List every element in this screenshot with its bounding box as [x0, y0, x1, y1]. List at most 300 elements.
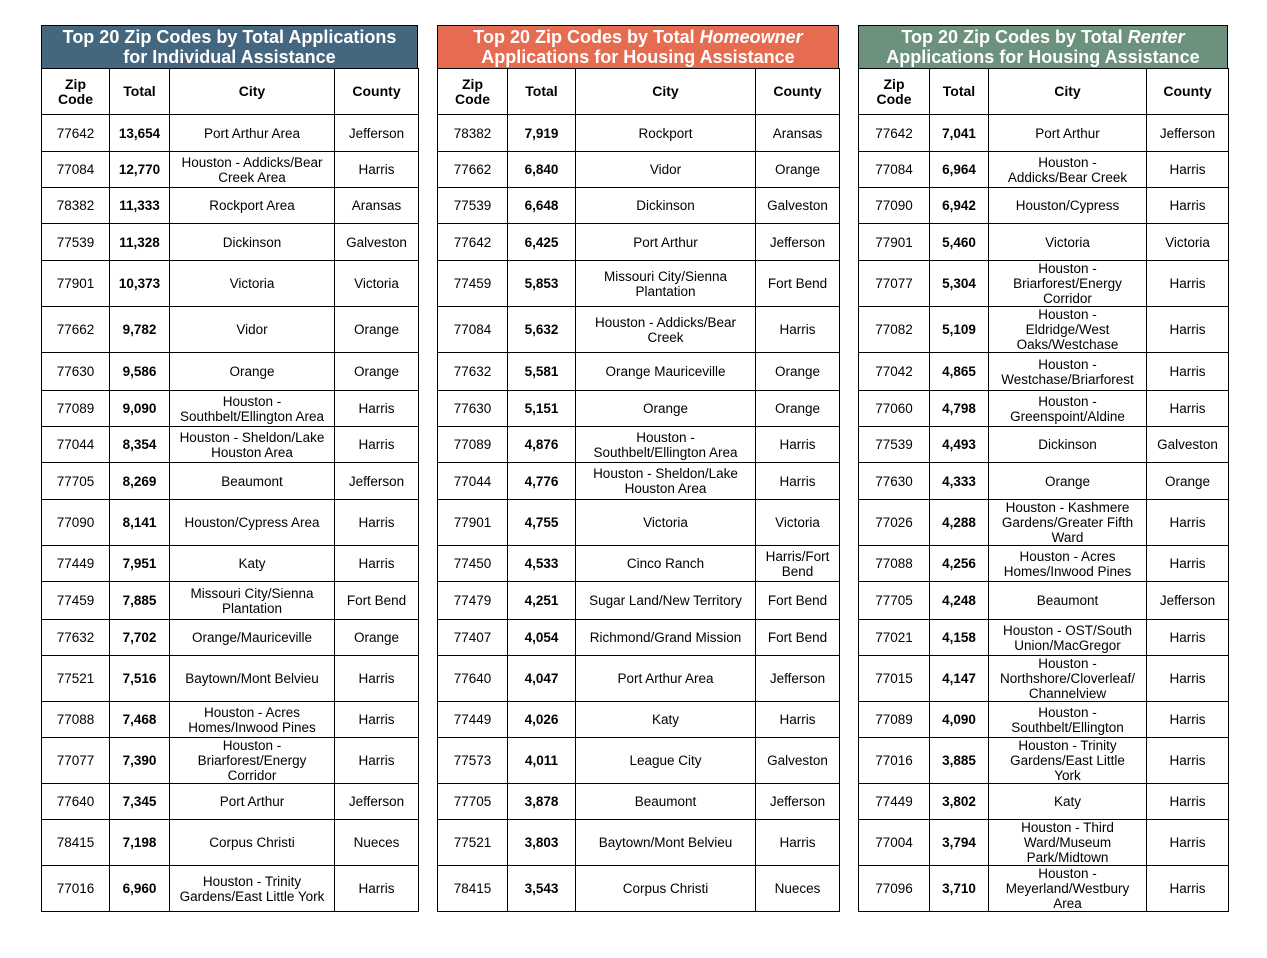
cell-county: Harris — [1147, 784, 1229, 820]
table-row — [42, 353, 419, 391]
cell-zip: 77705 — [859, 582, 930, 620]
cell-county: Victoria — [756, 500, 840, 546]
cell-county: Harris — [1147, 620, 1229, 656]
cell-zip: 77901 — [42, 261, 110, 307]
cell-total: 4,288 — [930, 500, 989, 546]
cell-total: 7,919 — [508, 115, 576, 152]
cell-zip: 77077 — [859, 261, 930, 307]
cell-total: 4,865 — [930, 353, 989, 391]
cell-county: Galveston — [1147, 427, 1229, 463]
cell-city: Houston - Southbelt/Ellington Area — [170, 391, 335, 427]
column-header-city: City — [170, 69, 335, 115]
cell-city: Beaumont — [576, 784, 756, 820]
title-line-2: for Individual Assistance — [123, 47, 336, 67]
table-row — [42, 702, 419, 738]
cell-total: 10,373 — [110, 261, 170, 307]
cell-county: Orange — [756, 391, 840, 427]
cell-total: 4,147 — [930, 656, 989, 702]
table-row — [859, 620, 1229, 656]
cell-total: 13,654 — [110, 115, 170, 152]
table-row — [42, 620, 419, 656]
cell-county: Harris — [1147, 546, 1229, 582]
table-row — [438, 391, 840, 427]
cell-zip: 77084 — [42, 152, 110, 188]
table-individual-assistance — [41, 25, 418, 912]
cell-zip: 77089 — [42, 391, 110, 427]
table-row — [859, 307, 1229, 353]
column-header-zip: Zip Code — [859, 69, 930, 115]
table-row — [859, 656, 1229, 702]
cell-county: Nueces — [756, 866, 840, 912]
cell-city: Vidor — [576, 152, 756, 188]
table-row — [438, 152, 840, 188]
table-row — [438, 702, 840, 738]
cell-total: 5,151 — [508, 391, 576, 427]
cell-county: Harris — [1147, 500, 1229, 546]
table-row — [859, 820, 1229, 866]
column-header-zip: Zip Code — [42, 69, 110, 115]
cell-total: 3,803 — [508, 820, 576, 866]
cell-total: 4,256 — [930, 546, 989, 582]
cell-zip: 77016 — [859, 738, 930, 784]
cell-city: Katy — [989, 784, 1147, 820]
table-row — [438, 738, 840, 784]
cell-city: Port Arthur — [170, 784, 335, 820]
cell-county: Galveston — [756, 188, 840, 224]
cell-zip: 77004 — [859, 820, 930, 866]
data-table — [41, 68, 419, 912]
cell-total: 8,269 — [110, 463, 170, 500]
header-row — [438, 69, 840, 115]
cell-zip: 77630 — [438, 391, 508, 427]
cell-city: Houston - Westchase/Briarforest — [989, 353, 1147, 391]
cell-city: Baytown/Mont Belvieu — [576, 820, 756, 866]
cell-county: Fort Bend — [756, 582, 840, 620]
cell-zip: 77077 — [42, 738, 110, 784]
cell-total: 4,026 — [508, 702, 576, 738]
cell-zip: 77021 — [859, 620, 930, 656]
cell-total: 8,141 — [110, 500, 170, 546]
cell-city: Cinco Ranch — [576, 546, 756, 582]
cell-county: Harris — [1147, 702, 1229, 738]
cell-city: Houston - Trinity Gardens/East Little York — [170, 866, 335, 912]
cell-total: 7,198 — [110, 820, 170, 866]
cell-city: Katy — [576, 702, 756, 738]
cell-county: Harris — [335, 738, 419, 784]
table-homeowner-housing — [437, 25, 839, 912]
table-row — [42, 463, 419, 500]
cell-county: Aransas — [756, 115, 840, 152]
cell-county: Harris — [335, 656, 419, 702]
cell-zip: 77521 — [438, 820, 508, 866]
title-line-1: Top 20 Zip Codes by Total Renter — [901, 27, 1185, 47]
cell-city: Houston - Addicks/Bear Creek Area — [170, 152, 335, 188]
cell-city: Houston - Sheldon/Lake Houston Area — [170, 427, 335, 463]
cell-total: 3,543 — [508, 866, 576, 912]
column-header-city: City — [989, 69, 1147, 115]
header-row — [42, 69, 419, 115]
cell-zip: 77459 — [42, 582, 110, 620]
cell-zip: 77084 — [859, 152, 930, 188]
table-row — [42, 656, 419, 702]
table-row — [42, 427, 419, 463]
cell-zip: 77662 — [438, 152, 508, 188]
cell-county: Victoria — [1147, 224, 1229, 261]
cell-zip: 77479 — [438, 582, 508, 620]
table-row — [42, 820, 419, 866]
table-row — [438, 307, 840, 353]
cell-total: 4,333 — [930, 463, 989, 500]
cell-city: Houston/Cypress — [989, 188, 1147, 224]
cell-zip: 77015 — [859, 656, 930, 702]
cell-zip: 77449 — [438, 702, 508, 738]
cell-zip: 77096 — [859, 866, 930, 912]
cell-total: 4,776 — [508, 463, 576, 500]
cell-zip: 77539 — [859, 427, 930, 463]
cell-county: Harris — [1147, 391, 1229, 427]
cell-total: 6,425 — [508, 224, 576, 261]
cell-city: Orange/Mauriceville — [170, 620, 335, 656]
cell-total: 4,054 — [508, 620, 576, 656]
cell-county: Fort Bend — [756, 261, 840, 307]
table-row — [42, 582, 419, 620]
cell-city: Houston - Addicks/Bear Creek — [989, 152, 1147, 188]
cell-total: 4,047 — [508, 656, 576, 702]
table-row — [42, 224, 419, 261]
cell-city: Houston - Eldridge/West Oaks/Westchase — [989, 307, 1147, 353]
cell-total: 3,802 — [930, 784, 989, 820]
cell-zip: 78382 — [438, 115, 508, 152]
cell-county: Jefferson — [335, 463, 419, 500]
table-row — [859, 188, 1229, 224]
cell-total: 7,951 — [110, 546, 170, 582]
cell-total: 4,251 — [508, 582, 576, 620]
cell-city: Vidor — [170, 307, 335, 353]
cell-county: Harris — [1147, 261, 1229, 307]
cell-zip: 77016 — [42, 866, 110, 912]
column-header-county: County — [1147, 69, 1229, 115]
table-row — [438, 582, 840, 620]
cell-zip: 77662 — [42, 307, 110, 353]
cell-total: 4,493 — [930, 427, 989, 463]
cell-county: Orange — [756, 353, 840, 391]
cell-city: Houston - Southbelt/Ellington Area — [576, 427, 756, 463]
cell-total: 7,390 — [110, 738, 170, 784]
cell-county: Jefferson — [756, 784, 840, 820]
cell-county: Harris — [1147, 353, 1229, 391]
cell-total: 11,328 — [110, 224, 170, 261]
cell-city: Richmond/Grand Mission — [576, 620, 756, 656]
cell-zip: 77042 — [859, 353, 930, 391]
cell-city: Port Arthur Area — [576, 656, 756, 702]
table-row — [859, 224, 1229, 261]
cell-zip: 77632 — [42, 620, 110, 656]
cell-county: Harris — [1147, 866, 1229, 912]
cell-city: Houston - Addicks/Bear Creek — [576, 307, 756, 353]
cell-city: Dickinson — [989, 427, 1147, 463]
cell-city: Port Arthur — [989, 115, 1147, 152]
cell-zip: 77642 — [438, 224, 508, 261]
cell-zip: 77705 — [438, 784, 508, 820]
cell-zip: 77539 — [42, 224, 110, 261]
cell-county: Galveston — [756, 738, 840, 784]
table-row — [438, 620, 840, 656]
cell-total: 7,885 — [110, 582, 170, 620]
cell-county: Harris — [756, 820, 840, 866]
cell-county: Harris — [1147, 820, 1229, 866]
table-row — [438, 188, 840, 224]
table-row — [859, 427, 1229, 463]
cell-county: Fort Bend — [756, 620, 840, 656]
cell-city: Houston - Meyerland/Westbury Area — [989, 866, 1147, 912]
cell-city: League City — [576, 738, 756, 784]
cell-zip: 77088 — [859, 546, 930, 582]
cell-total: 6,648 — [508, 188, 576, 224]
cell-zip: 77459 — [438, 261, 508, 307]
cell-city: Rockport — [576, 115, 756, 152]
cell-city: Beaumont — [170, 463, 335, 500]
cell-total: 4,248 — [930, 582, 989, 620]
cell-county: Jefferson — [1147, 582, 1229, 620]
cell-city: Houston - Sheldon/Lake Houston Area — [576, 463, 756, 500]
data-table — [437, 68, 840, 912]
cell-total: 5,853 — [508, 261, 576, 307]
cell-county: Aransas — [335, 188, 419, 224]
cell-city: Baytown/Mont Belvieu — [170, 656, 335, 702]
cell-county: Orange — [335, 620, 419, 656]
cell-zip: 77630 — [859, 463, 930, 500]
cell-city: Corpus Christi — [170, 820, 335, 866]
cell-city: Missouri City/Sienna Plantation — [576, 261, 756, 307]
cell-zip: 77630 — [42, 353, 110, 391]
cell-zip: 77407 — [438, 620, 508, 656]
cell-total: 5,109 — [930, 307, 989, 353]
cell-total: 12,770 — [110, 152, 170, 188]
cell-county: Harris — [756, 307, 840, 353]
cell-total: 4,876 — [508, 427, 576, 463]
table-row — [42, 188, 419, 224]
table-row — [42, 307, 419, 353]
cell-city: Dickinson — [576, 188, 756, 224]
cell-zip: 77539 — [438, 188, 508, 224]
table-title — [41, 25, 418, 68]
cell-county: Harris/Fort Bend — [756, 546, 840, 582]
cell-total: 3,710 — [930, 866, 989, 912]
cell-total: 3,794 — [930, 820, 989, 866]
cell-zip: 77089 — [438, 427, 508, 463]
title-line-2: Applications for Housing Assistance — [481, 47, 795, 67]
table-row — [438, 224, 840, 261]
cell-zip: 77632 — [438, 353, 508, 391]
title-italic: Renter — [1127, 27, 1185, 47]
cell-city: Houston - Greenspoint/Aldine — [989, 391, 1147, 427]
cell-zip: 77449 — [42, 546, 110, 582]
table-row — [859, 500, 1229, 546]
cell-city: Port Arthur Area — [170, 115, 335, 152]
cell-total: 4,011 — [508, 738, 576, 784]
title-line-1: Top 20 Zip Codes by Total Applications — [62, 27, 397, 47]
column-header-total: Total — [110, 69, 170, 115]
cell-city: Missouri City/Sienna Plantation — [170, 582, 335, 620]
table-row — [859, 582, 1229, 620]
table-row — [42, 784, 419, 820]
cell-city: Houston - Third Ward/Museum Park/Midtown — [989, 820, 1147, 866]
title-line-1: Top 20 Zip Codes by Total Homeowner — [473, 27, 803, 47]
cell-total: 6,964 — [930, 152, 989, 188]
cell-city: Dickinson — [170, 224, 335, 261]
cell-city: Houston - Northshore/Cloverleaf/ Channelview — [989, 656, 1147, 702]
cell-total: 11,333 — [110, 188, 170, 224]
cell-zip: 77044 — [438, 463, 508, 500]
cell-zip: 77705 — [42, 463, 110, 500]
cell-city: Orange — [989, 463, 1147, 500]
cell-city: Katy — [170, 546, 335, 582]
cell-county: Harris — [1147, 307, 1229, 353]
table-row — [42, 500, 419, 546]
table-row — [438, 261, 840, 307]
cell-county: Jefferson — [756, 656, 840, 702]
table-row — [438, 427, 840, 463]
cell-zip: 77060 — [859, 391, 930, 427]
table-title — [858, 25, 1228, 68]
cell-city: Houston - Briarforest/Energy Corridor — [170, 738, 335, 784]
cell-total: 7,468 — [110, 702, 170, 738]
table-row — [859, 784, 1229, 820]
cell-total: 7,516 — [110, 656, 170, 702]
table-row — [438, 866, 840, 912]
header-row — [859, 69, 1229, 115]
cell-zip: 77090 — [859, 188, 930, 224]
cell-city: Victoria — [576, 500, 756, 546]
table-row — [859, 391, 1229, 427]
table-row — [438, 784, 840, 820]
cell-city: Orange Mauriceville — [576, 353, 756, 391]
cell-county: Jefferson — [756, 224, 840, 261]
table-row — [42, 115, 419, 152]
cell-county: Harris — [335, 866, 419, 912]
cell-total: 7,345 — [110, 784, 170, 820]
cell-county: Harris — [1147, 152, 1229, 188]
cell-total: 5,581 — [508, 353, 576, 391]
cell-county: Orange — [335, 307, 419, 353]
table-row — [859, 115, 1229, 152]
cell-city: Houston - Acres Homes/Inwood Pines — [170, 702, 335, 738]
cell-zip: 77089 — [859, 702, 930, 738]
cell-county: Orange — [756, 152, 840, 188]
cell-county: Harris — [756, 427, 840, 463]
cell-county: Jefferson — [335, 115, 419, 152]
column-header-city: City — [576, 69, 756, 115]
cell-total: 3,885 — [930, 738, 989, 784]
cell-county: Galveston — [335, 224, 419, 261]
cell-total: 9,586 — [110, 353, 170, 391]
cell-zip: 77901 — [859, 224, 930, 261]
cell-county: Harris — [1147, 738, 1229, 784]
table-row — [42, 261, 419, 307]
table-row — [438, 500, 840, 546]
table-row — [438, 546, 840, 582]
cell-total: 6,942 — [930, 188, 989, 224]
cell-zip: 78415 — [438, 866, 508, 912]
cell-city: Victoria — [170, 261, 335, 307]
table-title — [437, 25, 839, 68]
cell-zip: 77088 — [42, 702, 110, 738]
column-header-total: Total — [930, 69, 989, 115]
table-row — [859, 738, 1229, 784]
data-table — [858, 68, 1229, 912]
cell-city: Victoria — [989, 224, 1147, 261]
table-row — [42, 866, 419, 912]
table-row — [42, 391, 419, 427]
table-row — [438, 353, 840, 391]
cell-city: Houston/Cypress Area — [170, 500, 335, 546]
cell-zip: 77044 — [42, 427, 110, 463]
cell-zip: 77090 — [42, 500, 110, 546]
table-row — [859, 702, 1229, 738]
cell-city: Rockport Area — [170, 188, 335, 224]
cell-city: Sugar Land/New Territory — [576, 582, 756, 620]
column-header-county: County — [756, 69, 840, 115]
cell-zip: 77901 — [438, 500, 508, 546]
cell-county: Harris — [1147, 188, 1229, 224]
cell-total: 5,460 — [930, 224, 989, 261]
cell-zip: 77449 — [859, 784, 930, 820]
table-row — [42, 546, 419, 582]
cell-total: 4,158 — [930, 620, 989, 656]
cell-total: 5,304 — [930, 261, 989, 307]
table-row — [859, 866, 1229, 912]
cell-total: 8,354 — [110, 427, 170, 463]
cell-zip: 77082 — [859, 307, 930, 353]
cell-total: 6,840 — [508, 152, 576, 188]
table-row — [438, 656, 840, 702]
table-row — [859, 261, 1229, 307]
cell-city: Houston - OST/South Union/MacGregor — [989, 620, 1147, 656]
cell-county: Harris — [756, 463, 840, 500]
table-renter-housing — [858, 25, 1228, 912]
cell-total: 6,960 — [110, 866, 170, 912]
cell-city: Houston - Southbelt/Ellington — [989, 702, 1147, 738]
cell-county: Fort Bend — [335, 582, 419, 620]
table-row — [859, 463, 1229, 500]
cell-county: Harris — [335, 546, 419, 582]
column-header-total: Total — [508, 69, 576, 115]
cell-zip: 78415 — [42, 820, 110, 866]
cell-county: Harris — [335, 391, 419, 427]
table-row — [42, 738, 419, 784]
cell-county: Orange — [335, 353, 419, 391]
table-row — [438, 820, 840, 866]
cell-total: 5,632 — [508, 307, 576, 353]
cell-city: Orange — [576, 391, 756, 427]
cell-total: 4,533 — [508, 546, 576, 582]
table-row — [859, 152, 1229, 188]
cell-county: Harris — [335, 427, 419, 463]
cell-zip: 77026 — [859, 500, 930, 546]
cell-total: 3,878 — [508, 784, 576, 820]
cell-city: Houston - Trinity Gardens/East Little York — [989, 738, 1147, 784]
cell-zip: 77084 — [438, 307, 508, 353]
title-line-2: Applications for Housing Assistance — [886, 47, 1200, 67]
cell-county: Jefferson — [1147, 115, 1229, 152]
column-header-county: County — [335, 69, 419, 115]
title-italic: Homeowner — [699, 27, 803, 47]
cell-city: Beaumont — [989, 582, 1147, 620]
table-row — [42, 152, 419, 188]
cell-total: 7,702 — [110, 620, 170, 656]
table-row — [859, 546, 1229, 582]
cell-county: Harris — [335, 152, 419, 188]
